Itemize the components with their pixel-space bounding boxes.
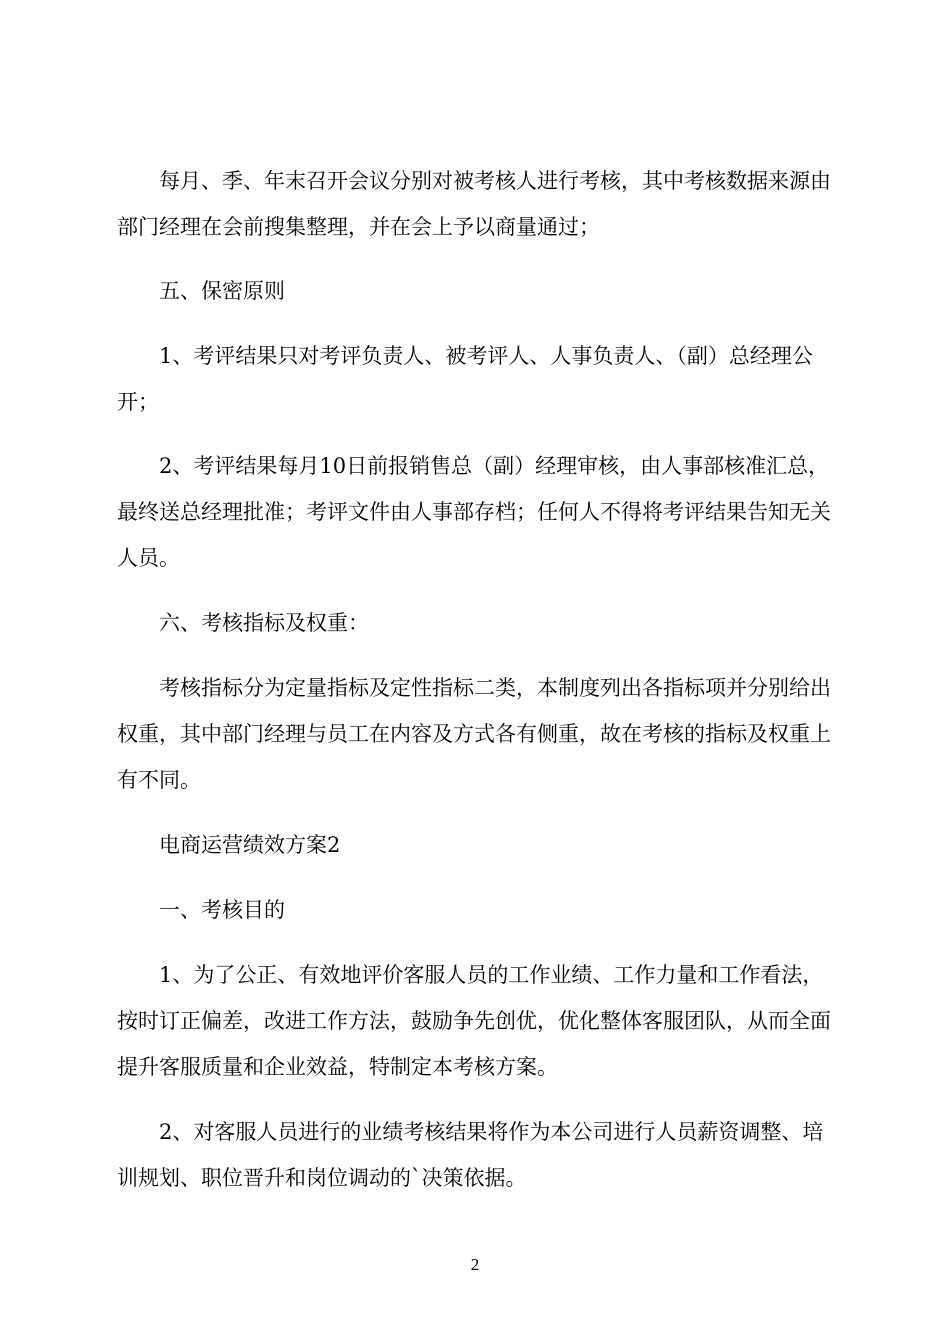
heading-confidentiality-principle: 五、保密原则 bbox=[159, 279, 285, 303]
page-number: 2 bbox=[470, 1255, 480, 1274]
paragraph-indicators-description: 考核指标分为定量指标及定性指标二类，本制度列出各指标项并分别给出权重，其中部门经理与员工在内容及方式各有侧重，故在考核的指标及权重上有不同。 bbox=[117, 676, 831, 792]
paragraph-confidentiality-2: 2、考评结果每月10日前报销售总（副）经理审核，由人事部核准汇总，最终送总经理批准；考评文件由人事部存档；任何人不得将考评结果告知无关人员。 bbox=[117, 454, 831, 570]
paragraph-confidentiality-1: 1、考评结果只对考评负责人、被考评人、人事负责人、（副）总经理公开； bbox=[117, 344, 813, 414]
paragraph-purpose-1: 1、为了公正、有效地评价客服人员的工作业绩、工作力量和工作看法，按时订正偏差，改进工作方法，鼓励争先创优，优化整体客服团队，从而全面提升客服质量和企业效益，特制定本考核方案。 bbox=[117, 963, 831, 1079]
paragraph-assessment-meetings: 每月、季、年末召开会议分别对被考核人进行考核，其中考核数据来源由部门经理在会前搜集整理，并在会上予以商量通过； bbox=[117, 169, 831, 239]
heading-plan-2: 电商运营绩效方案2 bbox=[159, 833, 341, 857]
heading-indicators-weights: 六、考核指标及权重： bbox=[159, 611, 369, 635]
paragraph-purpose-2: 2、对客服人员进行的业绩考核结果将作为本公司进行人员薪资调整、培训规划、职位晋升和岗位调动的`决策依据。 bbox=[117, 1120, 824, 1190]
heading-assessment-purpose: 一、考核目的 bbox=[159, 898, 285, 922]
